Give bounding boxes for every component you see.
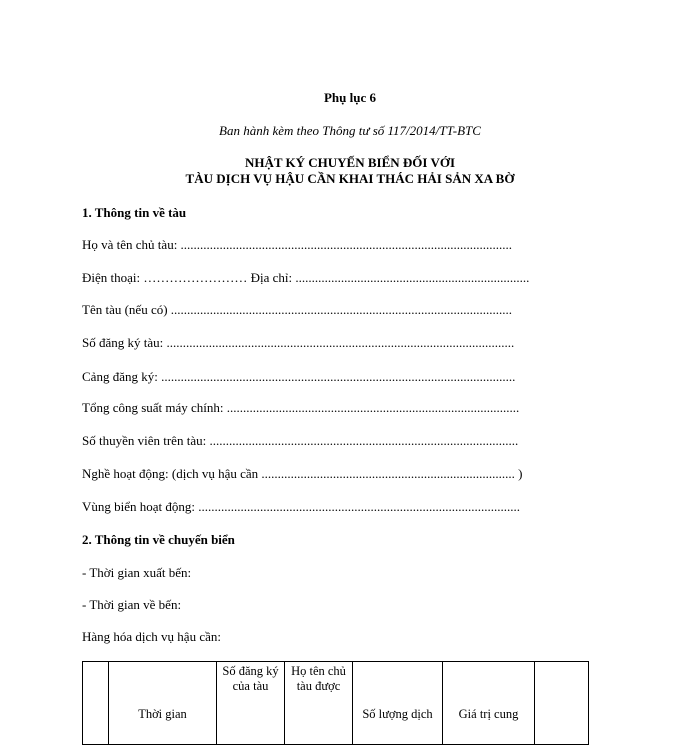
appendix-label: Phụ lục 6 bbox=[323, 90, 376, 105]
table-header-cell bbox=[535, 662, 589, 745]
owner-name-field: Họ và tên chủ tàu: ...................................................................................................... bbox=[82, 237, 513, 252]
departure-time-field: - Thời gian xuất bến: bbox=[82, 565, 192, 580]
crew-count-field: Số thuyền viên trên tàu: ............................................................................................... bbox=[82, 433, 519, 448]
table-header-row bbox=[83, 662, 589, 745]
operating-area-field: Vùng biển hoạt động: ................................................................................................... bbox=[82, 499, 521, 514]
vessel-name-field: Tên tàu (nếu có) ......................................................................................................... bbox=[82, 302, 513, 317]
table-header-cell: Thời gian bbox=[109, 662, 217, 745]
document-subtitle: Ban hành kèm theo Thông tư số 117/2014/TT-BTC bbox=[219, 123, 481, 138]
goods-label: Hàng hóa dịch vụ hậu cần: bbox=[82, 629, 221, 644]
table-header-cell: Giá trị cung bbox=[443, 662, 535, 745]
table-header-cell: Họ tên chủ tàu được bbox=[285, 662, 353, 745]
section-1-heading: 1. Thông tin về tàu bbox=[82, 205, 187, 220]
table-header-cell: Số lượng dịch bbox=[353, 662, 443, 745]
goods-table bbox=[82, 661, 589, 745]
registration-number-field: Số đăng ký tàu: ........................................................................................................... bbox=[82, 335, 515, 350]
registration-port-field: Cảng đăng ký: ............................................................................................................. bbox=[82, 369, 516, 384]
document-title-line-1: NHẬT KÝ CHUYẾN BIỂN ĐỐI VỚI bbox=[244, 155, 456, 170]
phone-address-field: Điện thoại: …………………… Địa chỉ: ........................................................................ bbox=[82, 270, 530, 285]
document-title-line-2: TÀU DỊCH VỤ HẬU CẦN KHAI THÁC HẢI SẢN XA BỜ bbox=[185, 171, 515, 186]
engine-power-field: Tổng công suất máy chính: .......................................................................................... bbox=[82, 400, 520, 415]
fishing-activity-field: Nghề hoạt động: (dịch vụ hậu cần .............................................................................. ) bbox=[82, 466, 523, 481]
table-header-cell bbox=[83, 662, 109, 745]
table-header-cell: Số đăng ký của tàu bbox=[217, 662, 285, 745]
section-2-heading: 2. Thông tin về chuyến biển bbox=[82, 532, 235, 547]
return-time-field: - Thời gian về bến: bbox=[82, 597, 182, 612]
